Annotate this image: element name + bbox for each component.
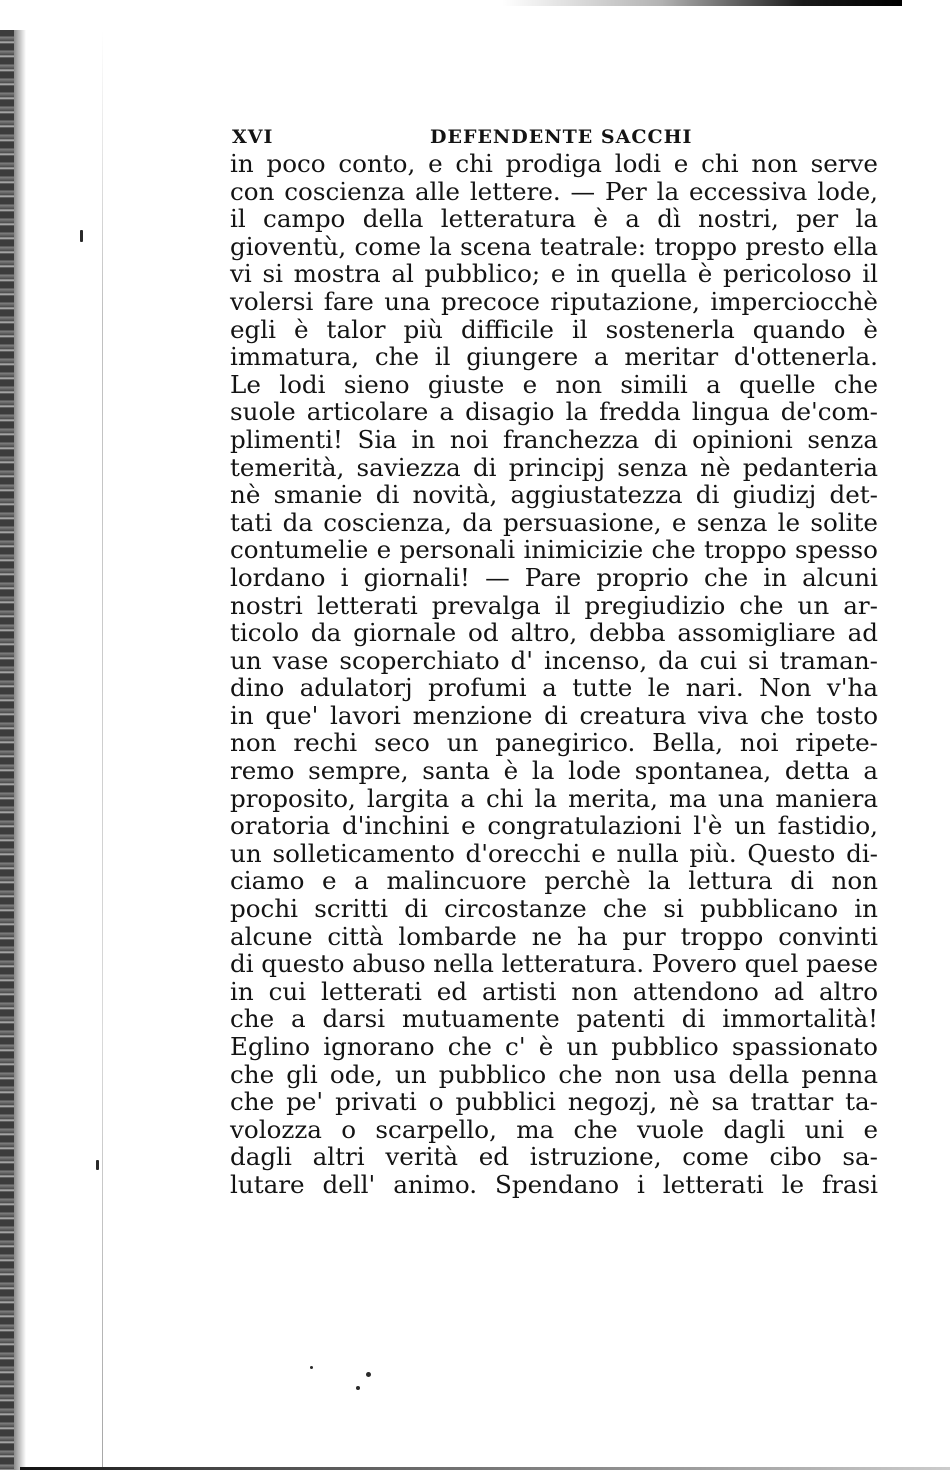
text-line: lordano i giornali! — Pare proprio che in alcuni: [230, 562, 878, 592]
text-line: volersi fare una precoce riputazione, imperciocchè: [230, 286, 878, 316]
text-line: nè smanie di novità, aggiustatezza di giudizj det-: [230, 480, 878, 510]
text-line: oratoria d'inchini e congratulazioni l'è un fastidio,: [230, 811, 878, 841]
text-line: di questo abuso nella letteratura. Povero quel paese: [230, 949, 878, 979]
text-line: lutare dell' animo. Spendano i letterati le frasi: [230, 1169, 878, 1199]
text-line: Eglino ignorano che c' è un pubblico spassionato: [230, 1032, 878, 1061]
text-line: alcune città lombarde ne ha pur troppo convinti: [230, 921, 878, 951]
text-line: ciamo e a malincuore perchè la lettura di non: [230, 866, 878, 896]
text-line: nostri letterati prevalga il pregiudizio che un ar-: [230, 590, 878, 620]
text-line: ticolo da giornale od altro, debba assomigliare ad: [230, 618, 878, 648]
top-scan-edge: [502, 0, 902, 6]
text-line: remo sempre, santa è la lode spontanea, detta a: [230, 756, 878, 786]
running-title: DEFENDENTE SACCHI: [430, 126, 693, 148]
ink-speck: [80, 230, 83, 242]
page-fold-line: [102, 30, 103, 1470]
page-binding-edge: [0, 30, 14, 1470]
text-line: gioventù, come la scena teatrale: troppo presto ella: [230, 231, 878, 261]
text-line: un vase scoperchiato d' incenso, da cui si traman-: [230, 645, 878, 675]
text-line: contumelie e personali inimicizie che troppo spesso: [230, 535, 878, 565]
text-line: volozza o scarpello, ma che vuole dagli uni e: [230, 1114, 878, 1144]
ink-speck: [310, 1366, 313, 1369]
text-line: plimenti! Sia in noi franchezza di opinioni senza: [230, 424, 878, 454]
text-line: in poco conto, e chi prodiga lodi e chi non serve: [230, 149, 878, 178]
text-line: dino adulatorj profumi a tutte le nari. Non v'ha: [230, 673, 878, 703]
binding-shadow: [14, 30, 26, 1470]
text-line: il campo della letteratura è a dì nostri, per la: [230, 204, 878, 234]
text-line: dagli altri verità ed istruzione, come cibo sa-: [230, 1142, 878, 1172]
text-line: che pe' privati o pubblici negozj, nè sa trattar ta-: [230, 1087, 878, 1117]
text-line: con coscienza alle lettere. — Per la eccessiva lode,: [230, 176, 878, 206]
text-line: non rechi seco un panegirico. Bella, noi ripete-: [230, 728, 878, 758]
text-line: in cui letterati ed artisti non attendono ad altro: [230, 976, 878, 1006]
text-line: in que' lavori menzione di creatura viva che tosto: [230, 700, 878, 730]
ink-speck: [356, 1386, 360, 1390]
text-line: tati da coscienza, da persuasione, e senza le solite: [230, 507, 878, 537]
text-line: immatura, che il giungere a meritar d'ottenerla.: [230, 342, 878, 372]
text-line: che gli ode, un pubblico che non usa della penna: [230, 1059, 878, 1089]
running-head: [230, 118, 878, 150]
ink-speck: [96, 1160, 99, 1170]
body-text: [230, 150, 878, 1199]
text-line: egli è talor più difficile il sostenerla quando è: [230, 314, 878, 344]
text-line: un solleticamento d'orecchi e nulla più. Questo di-: [230, 838, 878, 868]
book-page: [230, 118, 878, 1199]
text-line: pochi scritti di circostanze che si pubblicano in: [230, 894, 878, 924]
text-line: che a darsi mutuamente patenti di immortalità!: [230, 1004, 878, 1034]
text-line: suole articolare a disagio la fredda lingua de'com-: [230, 397, 878, 427]
text-line: proposito, largita a chi la merita, ma una maniera: [230, 783, 878, 813]
ink-speck: [366, 1372, 371, 1377]
text-line: temerità, saviezza di principj senza nè pedanteria: [230, 452, 878, 482]
page-number: XVI: [232, 126, 274, 148]
text-line: Le lodi sieno giuste e non simili a quelle che: [230, 369, 878, 399]
text-line: vi si mostra al pubblico; e in quella è pericoloso il: [230, 259, 878, 289]
